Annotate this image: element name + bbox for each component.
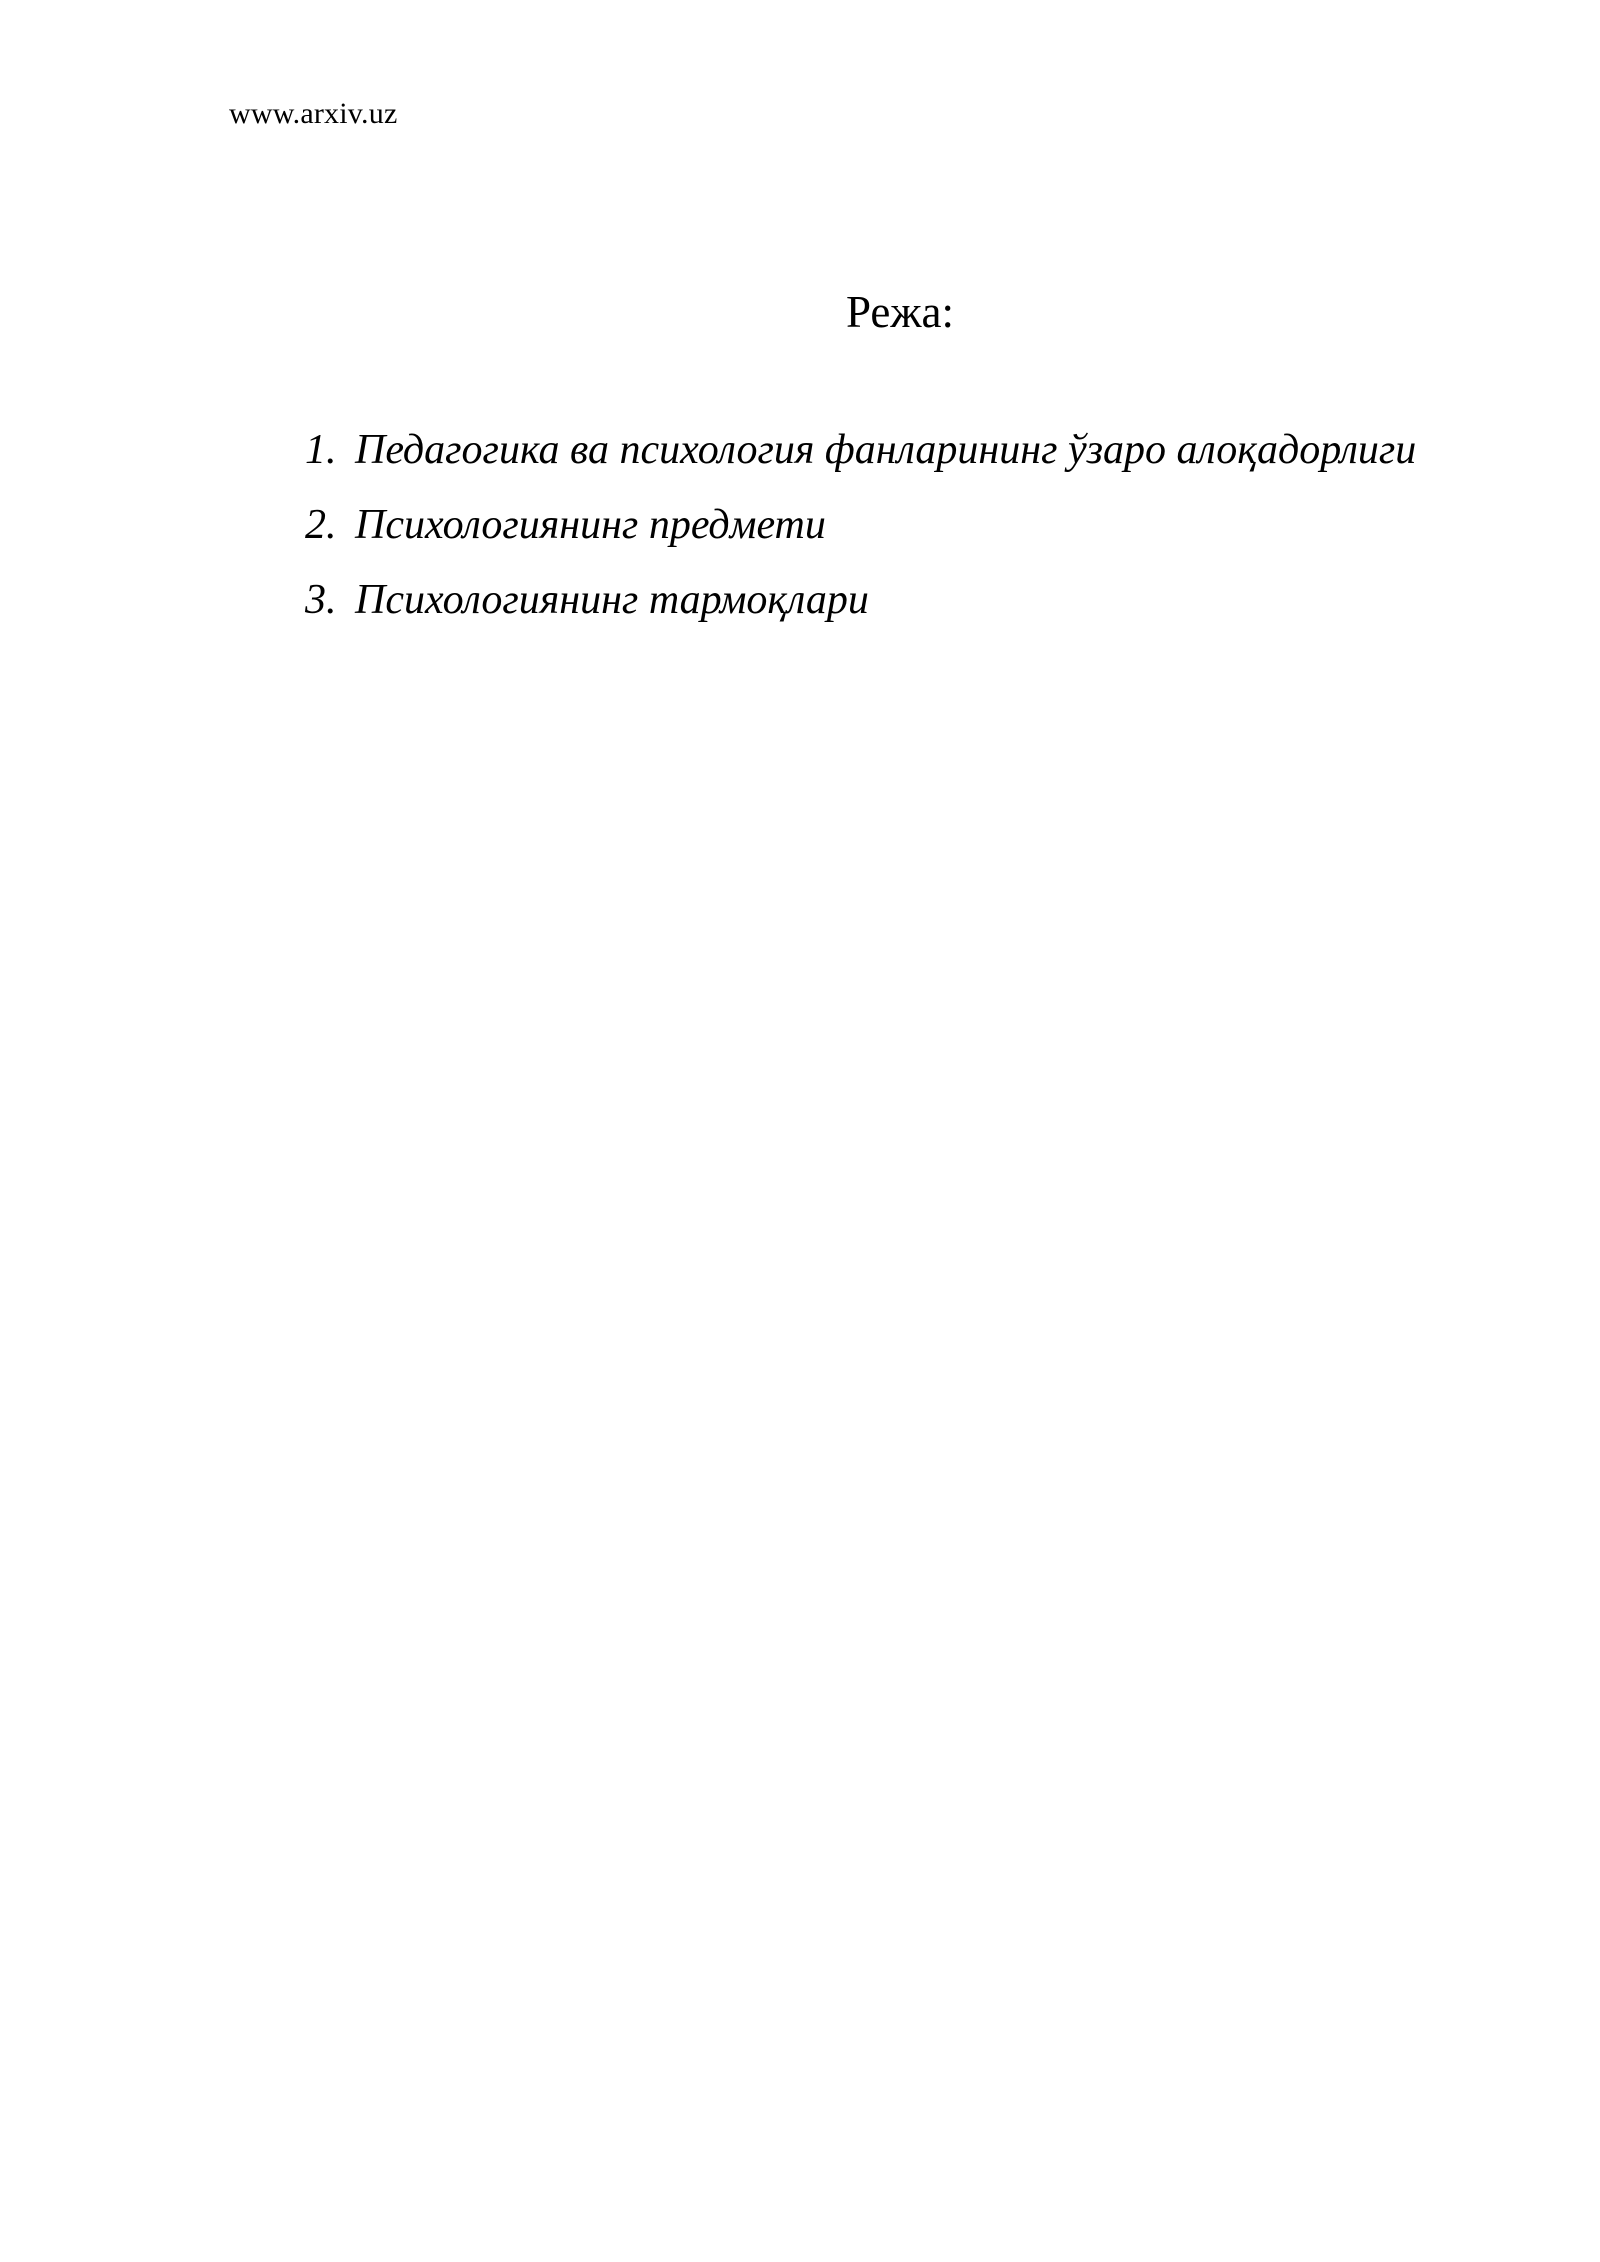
list-item-number: 1. — [305, 427, 337, 473]
list-item-number: 2. — [305, 502, 337, 548]
list-item-number: 3. — [305, 577, 337, 623]
list-item-text: Психологиянинг предмети — [355, 502, 826, 548]
list-item — [305, 500, 1416, 575]
list-item-text: Педагогика ва психология фанларининг ўзаро алоқадорлиги — [355, 427, 1417, 473]
list-item — [305, 575, 1416, 650]
header-website-url: www.arxiv.uz — [229, 97, 398, 130]
plan-list — [305, 425, 1416, 650]
list-item — [305, 425, 1416, 500]
plan-title: Режа: — [846, 287, 954, 337]
list-item-text: Психологиянинг тармоқлари — [355, 577, 869, 623]
